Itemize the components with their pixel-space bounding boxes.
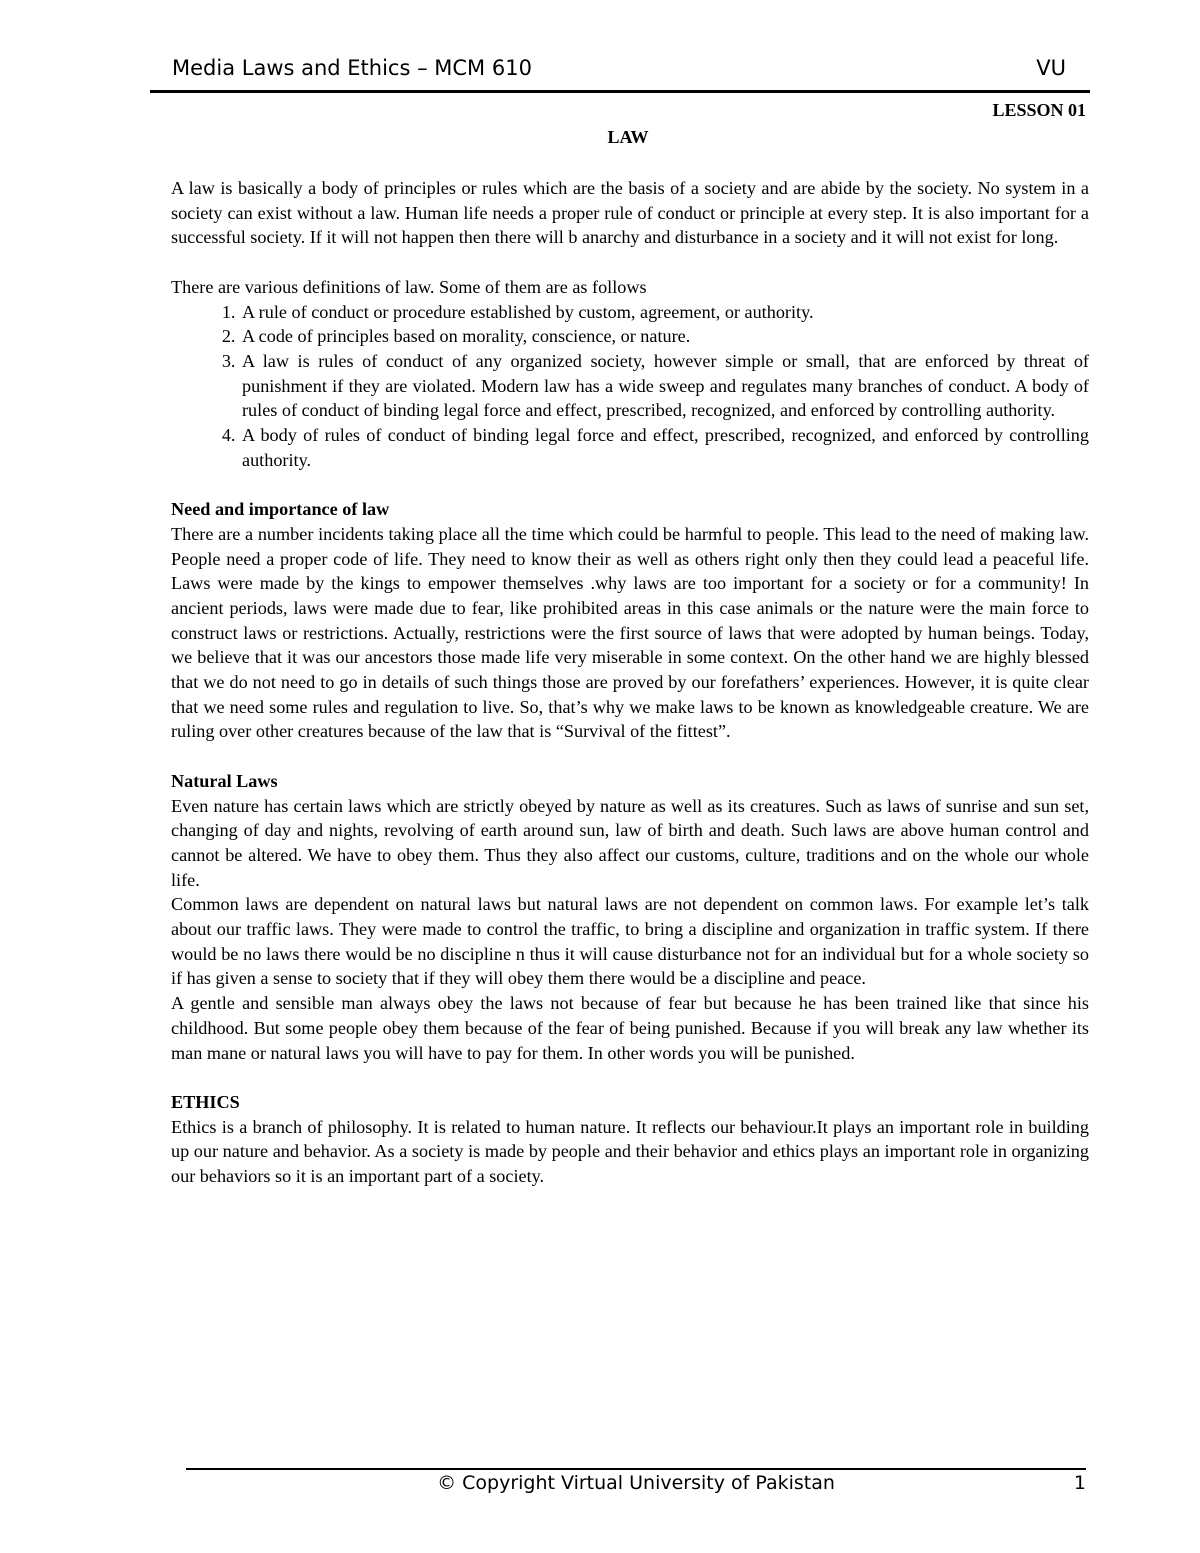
course-title: Media Laws and Ethics – MCM 610 [172,56,532,80]
list-item: 2. A code of principles based on morality, conscience, or nature. [240,324,1089,349]
page-number: 1 [1073,1472,1086,1494]
list-item: 4. A body of rules of conduct of binding legal force and effect, prescribed, recognized, and enforced by controlling authority. [240,423,1089,472]
document-body [171,176,1089,1189]
section-heading-ethics: ETHICS [171,1091,240,1112]
ethics-paragraph: Ethics is a branch of philosophy. It is related to human nature. It reflects our behaviour.It plays an important role in building up our nature and behavior. As a society is made by people and their behavior and ethics plays an important role in organizing our behaviors so it is an important part of a society. [171,1116,1089,1187]
list-item: 3. A law is rules of conduct of any organized society, however simple or small, that are enforced by threat of punishment if they are violated. Modern law has a wide sweep and regulates many branches of conduct. A body of rules of conduct of binding legal force and effect, prescribed, recognized, and enforced by controlling authority. [240,349,1089,423]
natural-paragraph-1: Even nature has certain laws which are strictly obeyed by nature as well as its creatures. Such as laws of sunrise and sun set, changing of day and nights, revolving of earth around sun, law of birth and death. Such laws are above human control and cannot be altered. We have to obey them. Thus they also affect our customs, culture, traditions and on the whole our whole life. [171,795,1089,890]
lesson-label: LESSON 01 [992,100,1086,120]
natural-paragraph-2: Common laws are dependent on natural laws but natural laws are not dependent on common laws. For example let’s talk about our traffic laws. They were made to control the traffic, to bring a discipline and organization in traffic system. If there would be no laws there would be no discipline n thus it will cause disturbance not for an individual but for a whole society so if has given a sense to society that if they will obey them there would be a discipline and peace. [171,894,1089,989]
section-heading-need: Need and importance of law [171,499,390,520]
natural-paragraph-3: A gentle and sensible man always obey the laws not because of fear but because he has been trained like that since his childhood. But some people obey them because of the fear of being punished. Because if you will break any law whether its man mane or natural laws you will have to pay for them. In other words you will be punished. [171,993,1089,1063]
footer-rule [186,1468,1086,1470]
section-heading-natural: Natural Laws [171,770,278,791]
page-header [172,56,1072,88]
page-title: LAW [607,127,649,147]
intro-paragraph: A law is basically a body of principles or rules which are the basis of a society and are abide by the society. No system in a society can exist without a law. Human life needs a proper rule of conduct or principle at every step. It is also important for a successful society. If it will not happen then there will b anarchy and disturbance in a society and it will not exist for long. [171,178,1089,248]
definitions-intro: There are various definitions of law. Some of them are as follows [171,276,647,297]
copyright-text: © Copyright Virtual University of Pakistan [437,1472,835,1494]
org-name: VU [1036,56,1066,80]
need-paragraph: There are a number incidents taking place all the time which could be harmful to people. This lead to the need of making law. People need a proper code of life. They need to know their as well as others right only then they could lead a peaceful life. Laws were made by the kings to empower themselves .why laws are too important for a society or for a community! In ancient periods, laws were made due to fear, like prohibited areas in this case animals or the nature were the main force to construct laws or restrictions. Actually, restrictions were the first source of laws that were adopted by human beings. Today, we believe that it was our ancestors those made life very miserable in some context. On the other hand we are highly blessed that we do not need to go in details of such things those are proved by our forefathers’ experiences. However, it is quite clear that we need some rules and regulation to live. So, that’s why we make laws to be known as knowledgeable creature. We are ruling over other creatures because of the law that is “Survival of the fittest”. [171,523,1089,742]
list-item: 1. A rule of conduct or procedure established by custom, agreement, or authority. [240,300,1089,325]
header-rule [150,90,1090,93]
definitions-list [171,300,1089,473]
